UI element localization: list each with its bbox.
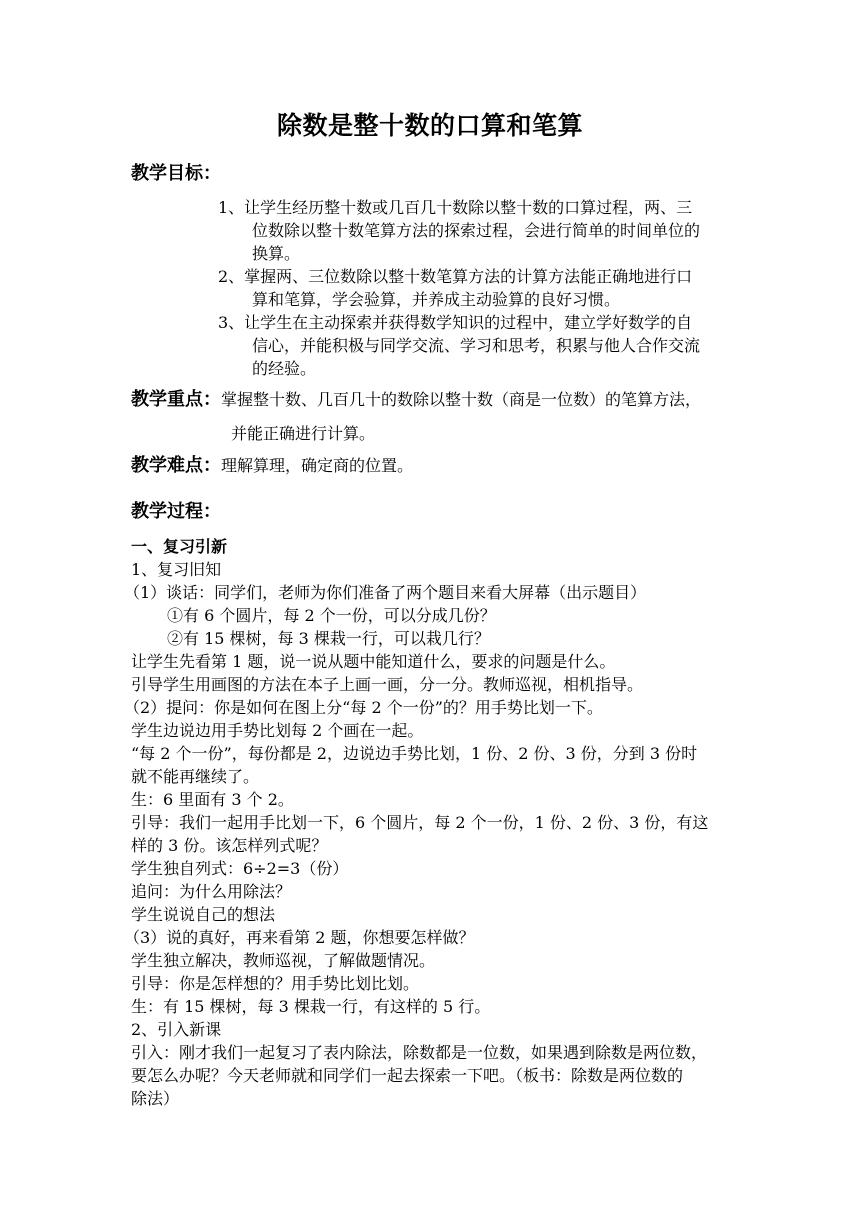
goal-line: 信心，并能积极与同学交流、学习和思考，积累与他人合作交流 (252, 336, 701, 355)
body-line: 学生说说自己的想法 (131, 905, 276, 924)
key-point-label: 教学重点： (131, 389, 221, 410)
body-line: 学生独自列式：6÷2=3（份） (131, 859, 349, 878)
body-line: 学生边说边用手势比划每 2 个画在一起。 (131, 721, 424, 740)
body-line: “每 2 个一份”，每份都是 2，边说边手势比划，1 份、2 份、3 份，分到 3 份时 (131, 744, 698, 763)
body-line: （3）说的真好，再来看第 2 题，你想要怎样做？ (124, 928, 475, 947)
body-line: 就不能再继续了。 (131, 767, 260, 786)
body-line: ②有 15 棵树，每 3 棵栽一行，可以栽几行？ (167, 629, 490, 648)
body-line: 引导学生用画图的方法在本子上画一画，分一分。教师巡视，相机指导。 (131, 675, 644, 694)
body-line: 样的 3 份。该怎样列式呢？ (131, 836, 328, 855)
goal-line: 1、让学生经历整十数或几百几十数除以整十数的口算过程，两、三 (218, 198, 693, 217)
body-line: 除法） (131, 1089, 180, 1108)
goals-heading: 教学目标： (131, 163, 221, 184)
key-point (131, 386, 731, 414)
goal-line: 位数除以整十数笔算方法的探索过程，会进行简单的时间单位的 (252, 221, 701, 240)
goal-item-1 (218, 196, 733, 265)
page-title: 除数是整十数的口算和笔算 (276, 111, 583, 140)
process-heading: 教学过程： (131, 501, 221, 522)
body-line: 学生独立解决，教师巡视，了解做题情况。 (131, 951, 436, 970)
body-line: 2、引入新课 (131, 1020, 222, 1039)
goal-line: 换算。 (252, 244, 301, 263)
body-line: 生：有 15 棵树，每 3 棵栽一行，有这样的 5 行。 (131, 997, 491, 1016)
body-line: 引导：你是怎样想的？用手势比划比划。 (131, 974, 420, 993)
body-line: 让学生先看第 1 题，说一说从题中能知道什么，要求的问题是什么。 (131, 652, 616, 671)
goal-line: 2、掌握两、三位数除以整十数笔算方法的计算方法能正确地进行口 (218, 267, 693, 286)
body-line: （1）谈话：同学们，老师为你们准备了两个题目来看大屏幕（出示题目） (124, 583, 647, 602)
difficulty (131, 452, 731, 480)
difficulty-label: 教学难点： (131, 455, 221, 476)
goal-line: 算和笔算，学会验算，并养成主动验算的良好习惯。 (252, 290, 621, 309)
body-line: 追问：为什么用除法？ (131, 882, 292, 901)
body-line: ①有 6 个圆片，每 2 个一份，可以分成几份？ (167, 606, 496, 625)
body-line: 要怎么办呢？今天老师就和同学们一起去探索一下吧。（板书：除数是两位数的 (131, 1066, 684, 1085)
key-point-text: 掌握整十数、几百几十的数除以整十数（商是一位数）的笔算方法， (221, 390, 702, 409)
section-heading: 一、复习引新 (131, 537, 228, 556)
body-line: 生：6 里面有 3 个 2。 (131, 790, 294, 809)
body-line: 引入：刚才我们一起复习了表内除法，除数都是一位数，如果遇到除数是两位数， (131, 1043, 708, 1062)
difficulty-text: 理解算理，确定商的位置。 (221, 456, 414, 475)
goal-item-3 (218, 311, 733, 380)
goal-item-2 (218, 265, 733, 311)
goal-line: 3、让学生在主动探索并获得数学知识的过程中，建立学好数学的自 (218, 313, 693, 332)
body-line: 引导：我们一起用手比划一下，6 个圆片，每 2 个一份，1 份、2 份、3 份，有这 (131, 813, 709, 832)
body-line: 1、复习旧知 (131, 560, 222, 579)
key-point-continuation: 并能正确进行计算。 (231, 424, 376, 443)
body-line: （2）提问：你是如何在图上分“每 2 个一份”的？用手势比划一下。 (124, 698, 603, 717)
goal-line: 的经验。 (252, 359, 317, 378)
